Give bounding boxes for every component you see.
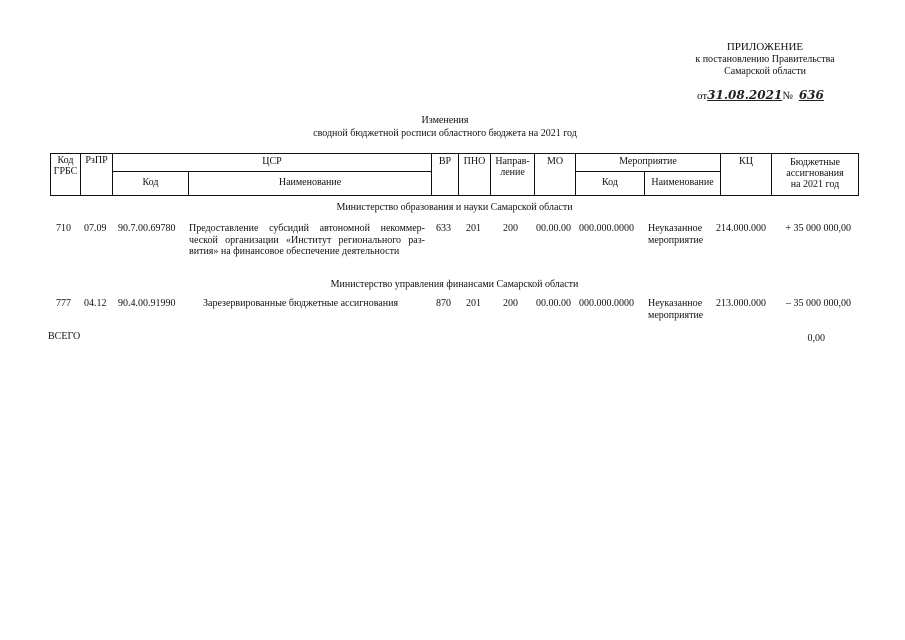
header-event-name: Наименование	[651, 177, 714, 188]
handwritten-number: 636	[798, 88, 824, 102]
header-pno: ПНО	[463, 156, 486, 167]
header-mo: МО	[546, 156, 564, 167]
cell-csr-kod: 90.4.00.91990	[118, 298, 176, 309]
total-label: ВСЕГО	[48, 331, 81, 342]
cell-event-name: Неуказанное мероприятие	[648, 298, 704, 321]
cell-csr-kod: 90.7.00.69780	[118, 223, 176, 234]
header-kod-grbs: Код ГРБС	[53, 155, 78, 177]
cell-csr-name: Зарезервированные бюджетные ассигнования	[203, 298, 399, 309]
cell-amount: + 35 000 000,00	[785, 223, 851, 234]
cell-vr: 870	[436, 298, 451, 309]
cell-rzpr: 07.09	[84, 223, 107, 234]
number-sign: №	[782, 90, 793, 102]
cell-event-kod: 000.000.0000	[579, 298, 634, 309]
cell-vr: 633	[436, 223, 451, 234]
cell-mo: 00.00.00	[536, 223, 571, 234]
header-event: Мероприятие	[619, 156, 677, 167]
cell-mo: 00.00.00	[536, 298, 571, 309]
cell-pno: 201	[466, 223, 481, 234]
document-title-line-2: сводной бюджетной росписи областного бюджета на 2021 год	[313, 127, 577, 139]
attachment-line-3: Самарской области	[724, 66, 806, 77]
header-budget: Бюджетные ассигнования на 2021 год	[786, 157, 844, 190]
header-kc: КЦ	[739, 156, 753, 167]
attachment-block	[640, 41, 890, 79]
cell-grbs: 777	[56, 298, 71, 309]
document-title	[260, 115, 630, 140]
header-event-kod: Код	[602, 177, 618, 188]
header-csr-kod: Код	[142, 177, 159, 188]
cell-kc: 213.000.000	[716, 298, 766, 309]
attachment-title: ПРИЛОЖЕНИЕ	[726, 41, 804, 53]
cell-direction: 200	[503, 223, 518, 234]
document-title-line-1: Изменения	[421, 115, 469, 126]
total-amount: 0,00	[807, 333, 825, 344]
attachment-line-2: к постановлению Правительства	[695, 53, 835, 65]
cell-grbs: 710	[56, 223, 71, 234]
cell-kc: 214.000.000	[716, 223, 766, 234]
cell-direction: 200	[503, 298, 518, 309]
section-title-education: Министерство образования и науки Самарской области	[336, 202, 573, 213]
cell-csr-name: Предоставление субсидий автономной некоммер-ческой организации «Институт регионального раз-вития» на финансовое обеспечение деятельности	[189, 223, 425, 257]
cell-pno: 201	[466, 298, 481, 309]
cell-event-kod: 000.000.0000	[579, 223, 634, 234]
signature-line	[697, 88, 824, 102]
table-header	[50, 153, 859, 196]
header-csr-name: Наименование	[278, 177, 342, 188]
header-vr: ВР	[438, 156, 452, 167]
cell-rzpr: 04.12	[84, 298, 107, 309]
header-rzpr: РзПР	[85, 155, 108, 166]
cell-event-name: Неуказанное мероприятие	[648, 223, 704, 246]
header-direction: Направ- ление	[495, 156, 530, 178]
handwritten-date: 31.08.2021	[707, 88, 783, 102]
signature-prefix: от	[697, 90, 708, 102]
cell-amount: – 35 000 000,00	[786, 298, 851, 309]
header-csr: ЦСР	[262, 156, 282, 167]
section-title-finance: Министерство управления финансами Самарской области	[330, 279, 579, 290]
